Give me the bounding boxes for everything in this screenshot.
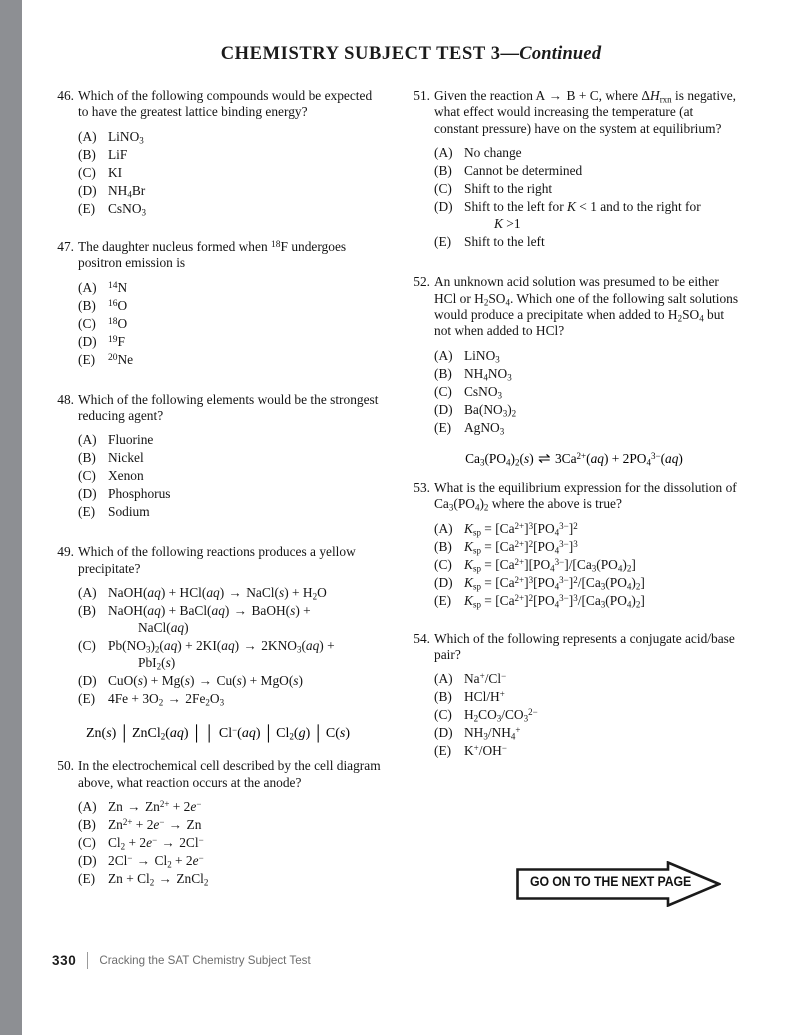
- choice-equation: $Pb(NO_3)_2(aq) + 2KI(aq) \to 2KNO_3(aq)$ +: [108, 638, 335, 655]
- choice-51-d[interactable]: [434, 198, 740, 232]
- choice-text-continued: K >1: [494, 216, 521, 232]
- question-53-stem: [408, 480, 740, 513]
- choice-47-d[interactable]: [78, 333, 384, 350]
- choice-letter: (E): [78, 691, 96, 707]
- question-54: [408, 631, 740, 760]
- choice-symbol: Ne: [117, 351, 134, 367]
- question-49-choices: [52, 584, 384, 707]
- right-column: [408, 88, 740, 772]
- choice-48-c[interactable]: [78, 467, 384, 484]
- choice-text: CsNO$_3$: [108, 200, 146, 218]
- choice-letter: (B): [78, 817, 96, 833]
- choice-letter: (A): [434, 145, 453, 161]
- next-page-label: GO ON TO THE NEXT PAGE: [530, 874, 692, 889]
- choice-letter: (D): [434, 574, 453, 590]
- question-50-number: 50.: [57, 758, 74, 774]
- choice-letter: (D): [78, 486, 97, 502]
- page-title: [22, 44, 800, 65]
- choice-symbol: F: [117, 333, 125, 349]
- choice-text: Cannot be determined: [464, 163, 583, 179]
- question-51-text-part2: is negative, what effect would increasing the temperature (at constant pressure) have on the system at equilibrium?: [434, 88, 737, 136]
- choice-52-c[interactable]: [434, 383, 740, 400]
- choice-letter: (C): [78, 315, 96, 331]
- question-48-choices: [52, 431, 384, 520]
- choice-letter: (A): [434, 671, 453, 687]
- choice-letter: (B): [78, 146, 96, 162]
- question-52-number: 52.: [413, 274, 430, 290]
- choice-53-e[interactable]: [434, 592, 740, 609]
- choice-letter: (E): [434, 592, 452, 608]
- question-49-stem: [52, 544, 384, 577]
- choice-49-d[interactable]: [78, 672, 384, 689]
- choice-text: No change: [464, 145, 522, 161]
- question-54-stem: [408, 631, 740, 664]
- left-column: [52, 88, 384, 900]
- isotope-mass: 18: [271, 239, 281, 250]
- choice-letter: (A): [78, 279, 97, 295]
- choice-letter: (D): [78, 333, 97, 349]
- question-51-text-part1: Given the reaction A → B + C, where ΔH: [434, 88, 660, 103]
- question-46-stem: [52, 88, 384, 121]
- choice-text: Xenon: [108, 468, 144, 484]
- choice-letter: (C): [434, 383, 452, 399]
- question-51-number: 51.: [413, 88, 430, 103]
- question-54-choices: [408, 670, 740, 759]
- choice-letter: (B): [78, 297, 96, 313]
- question-52: [408, 274, 740, 436]
- choice-51-c[interactable]: [434, 180, 740, 197]
- page-footer: [52, 952, 311, 969]
- question-48-text: Which of the following elements would be the strongest reducing agent?: [78, 391, 379, 424]
- choice-text: Na+/Cl−: [464, 671, 507, 687]
- choice-text: CsNO$_3$: [464, 383, 502, 401]
- choice-text: $NH_4NO_3$: [464, 365, 512, 383]
- choice-equation: NaOH(aq) + BaCl(aq) → BaOH(s) +: [108, 603, 311, 619]
- choice-symbol: O: [117, 315, 128, 331]
- choice-equation-continued: PbI$_2$(s): [138, 655, 176, 672]
- choice-letter: (C): [434, 556, 452, 572]
- page-title-continued: Continued: [519, 44, 602, 64]
- choice-letter: (B): [78, 450, 96, 466]
- equilibrium-equation: $Ca_3(PO_4)_2(s)$ ⇌ $3Ca^{2+}(aq) + 2PO_4^{3-}(aq)$: [465, 450, 683, 468]
- cell-diagram-notation: Zn(s) │ ZnCl$_2$(aq) ││ Cl−(aq) │ $Cl_2(g)$ │ C(s): [85, 725, 350, 742]
- question-47-text-after: undergoes positron emission is: [78, 238, 347, 271]
- choice-text: Phosphorus: [108, 486, 171, 502]
- choice-text: LiF: [108, 146, 128, 162]
- question-46: [52, 88, 384, 217]
- choice-48-a[interactable]: [78, 431, 384, 448]
- choice-equation: $Zn^{2+} + 2e^- \to Zn$: [108, 817, 202, 833]
- choice-48-b[interactable]: [78, 449, 384, 466]
- question-50-choices: [52, 798, 384, 887]
- footer-page-number: 330: [52, 953, 77, 968]
- page-title-dash: —: [500, 44, 520, 64]
- choice-49-a[interactable]: [78, 584, 384, 601]
- question-51-stem: [408, 88, 740, 137]
- choice-equation: $2Cl^- \to Cl_2 + 2e^-$: [108, 853, 204, 870]
- choice-letter: (E): [434, 234, 452, 250]
- choice-expression: $K_{sp} = [Ca^{2+}]^2[PO_4^{3-}]^3$: [464, 538, 578, 556]
- question-50: [52, 758, 384, 887]
- choice-mass: 16: [108, 298, 118, 309]
- question-46-choices: [52, 128, 384, 217]
- choice-text: Shift to the left for K < 1 and to the right for: [464, 199, 701, 215]
- choice-text: Shift to the right: [464, 181, 553, 197]
- choice-mass: 19: [108, 334, 118, 345]
- choice-mass: 14: [108, 280, 118, 291]
- choice-letter: (B): [434, 163, 452, 179]
- choice-50-a[interactable]: [78, 798, 384, 815]
- choice-equation: CuO(s) + Mg(s) → Cu(s) + MgO(s): [108, 673, 303, 689]
- choice-mass: 18: [108, 316, 118, 327]
- choice-expression: $K_{sp} = [Ca^{2+}]^2[PO_4^{3-}]^3/[Ca_3(PO_4)_2]$: [464, 592, 645, 610]
- choice-letter: (C): [78, 468, 96, 484]
- choice-letter: (B): [434, 689, 452, 705]
- choice-letter: (B): [434, 365, 452, 381]
- footer-divider: [87, 952, 88, 969]
- choice-mass: 20: [108, 352, 118, 363]
- question-53-choices: [408, 520, 740, 609]
- choice-letter: (D): [78, 853, 97, 869]
- choice-53-b[interactable]: [434, 538, 740, 555]
- isotope-symbol: F: [280, 238, 288, 254]
- choice-text: Sodium: [108, 504, 150, 520]
- choice-47-c[interactable]: [78, 315, 384, 332]
- choice-letter: (E): [78, 504, 96, 520]
- choice-50-e[interactable]: [78, 870, 384, 887]
- question-46-number: 46.: [57, 88, 74, 103]
- question-52-stem: [408, 274, 740, 340]
- choice-text: KI: [108, 164, 123, 180]
- choice-46-b[interactable]: [78, 146, 384, 163]
- choice-expression: $K_{sp} = [Ca^{2+}]^3[PO_4^{3-}]^2$: [464, 520, 578, 538]
- question-52-choices: [408, 347, 740, 436]
- question-51-choices: [408, 144, 740, 250]
- choice-letter: (E): [78, 200, 96, 216]
- choice-letter: (A): [78, 585, 97, 601]
- choice-text: LiNO$_3$: [464, 347, 500, 365]
- question-53-text: What is the equilibrium expression for the dissolution of $Ca_3(PO_4)_2$ where the above is true?: [434, 479, 737, 513]
- choice-text: $NH_4Br$: [108, 182, 146, 200]
- question-48: [52, 392, 384, 521]
- choice-48-e[interactable]: [78, 503, 384, 520]
- choice-expression: $K_{sp} = [Ca^{2+}]^3[PO_4^{3-}]^2/[Ca_3(PO_4)_2]$: [464, 574, 645, 592]
- choice-equation: $Zn + Cl_2$ → ZnCl$_2$: [108, 871, 209, 888]
- choice-letter: (C): [78, 164, 96, 180]
- delta-h-subscript: rxn: [659, 94, 672, 105]
- choice-letter: (D): [434, 725, 453, 741]
- choice-50-d[interactable]: [78, 852, 384, 869]
- question-48-number: 48.: [57, 391, 74, 407]
- choice-letter: (D): [78, 673, 97, 689]
- choice-54-b[interactable]: [434, 688, 740, 705]
- choice-50-c[interactable]: [78, 834, 384, 851]
- choice-letter: (E): [78, 351, 96, 367]
- choice-54-a[interactable]: [434, 670, 740, 687]
- choice-letter: (C): [78, 638, 96, 654]
- question-47-number: 47.: [57, 238, 74, 254]
- choice-equation: $4Fe + 3O_2 \to 2Fe_2O_3$: [108, 691, 225, 708]
- choice-expression: $K_{sp} = [Ca^{2+}][PO_4^{3-}]/[Ca_3(PO_4)_2]$: [464, 556, 636, 574]
- choice-text: K+/OH−: [464, 743, 507, 759]
- choice-46-e[interactable]: [78, 200, 384, 217]
- page-sheet: [22, 0, 800, 1035]
- choice-52-b[interactable]: [434, 365, 740, 382]
- question-51: [408, 88, 740, 250]
- choice-52-e[interactable]: [434, 419, 740, 436]
- question-54-text: Which of the following represents a conjugate acid/base pair?: [434, 630, 735, 663]
- choice-letter: (D): [434, 401, 453, 417]
- choice-text: $NH_3/NH_4^+$: [464, 725, 521, 742]
- choice-text: $H_2CO_3/CO_3^{2-}$: [464, 707, 538, 724]
- choice-equation: $Cl_2 + 2e^- \to 2Cl^-$: [108, 835, 204, 852]
- page-title-main: CHEMISTRY SUBJECT TEST 3: [220, 44, 501, 64]
- choice-letter: (A): [434, 347, 453, 363]
- choice-letter: (A): [78, 799, 97, 815]
- choice-letter: (A): [78, 128, 97, 144]
- choice-51-a[interactable]: [434, 144, 740, 161]
- choice-letter: (C): [434, 181, 452, 197]
- question-50-text: In the electrochemical cell described by the cell diagram above, what reaction occurs at the anode?: [78, 758, 381, 790]
- choice-equation-continued: NaCl(aq): [138, 620, 189, 636]
- choice-letter: (E): [434, 419, 452, 435]
- choice-text: $Ba(NO_3)_2$: [464, 401, 517, 419]
- choice-51-e[interactable]: [434, 233, 740, 250]
- choice-letter: (B): [434, 538, 452, 554]
- question-47-stem: [52, 239, 384, 272]
- choice-letter: (C): [434, 707, 452, 723]
- choice-equation: NaOH(aq) + HCl(aq) → NaCl(s) + $H_2O$: [108, 585, 327, 602]
- choice-47-a[interactable]: [78, 279, 384, 296]
- choice-equation: $Zn \to Zn^{2+} + 2e^-$: [108, 799, 202, 815]
- question-54-number: 54.: [413, 630, 430, 646]
- choice-54-e[interactable]: [434, 742, 740, 759]
- choice-49-b[interactable]: [78, 602, 384, 636]
- choice-letter: (D): [78, 182, 97, 198]
- question-52-text: An unknown acid solution was presumed to be either HCl or $H_2SO_4$. Which one of the following salt solutions would produce a precipitate when added to $H_2SO_4$ but not when added to HCl?: [434, 274, 739, 339]
- choice-46-c[interactable]: [78, 164, 384, 181]
- question-47-choices: [52, 279, 384, 368]
- question-53-number: 53.: [413, 479, 430, 495]
- question-47-text-before: The daughter nucleus formed when: [78, 238, 268, 254]
- choice-letter: (E): [78, 871, 96, 887]
- choice-46-d[interactable]: [78, 182, 384, 199]
- choice-text: Shift to the left: [464, 234, 545, 250]
- choice-symbol: O: [117, 297, 128, 313]
- choice-53-d[interactable]: [434, 574, 740, 591]
- choice-52-a[interactable]: [434, 347, 740, 364]
- choice-46-a[interactable]: [78, 128, 384, 145]
- choice-49-c[interactable]: [78, 637, 384, 671]
- choice-symbol: N: [117, 279, 128, 295]
- question-48-stem: [52, 392, 384, 425]
- choice-47-b[interactable]: [78, 297, 384, 314]
- question-53: [408, 480, 740, 609]
- choice-53-a[interactable]: [434, 520, 740, 537]
- choice-48-d[interactable]: [78, 485, 384, 502]
- choice-54-d[interactable]: [434, 724, 740, 741]
- choice-51-b[interactable]: [434, 162, 740, 179]
- question-50-stem: [52, 758, 384, 791]
- question-49: [52, 544, 384, 707]
- question-47: [52, 239, 384, 368]
- choice-letter: (A): [78, 432, 97, 448]
- question-49-text: Which of the following reactions produces a yellow precipitate?: [78, 544, 356, 576]
- choice-letter: (E): [434, 743, 452, 759]
- question-46-text: Which of the following compounds would be expected to have the greatest lattice binding energy?: [78, 88, 373, 120]
- choice-text: LiNO$_3$: [108, 128, 144, 146]
- choice-letter: (B): [78, 603, 96, 619]
- go-on-next-page-banner: [516, 861, 721, 907]
- choice-text: HCl/H+: [464, 689, 505, 705]
- choice-49-e[interactable]: [78, 690, 384, 707]
- choice-text: Fluorine: [108, 432, 154, 448]
- footer-book-title: Cracking the SAT Chemistry Subject Test: [99, 954, 311, 967]
- choice-52-d[interactable]: [434, 401, 740, 418]
- choice-text: Nickel: [108, 450, 144, 466]
- choice-letter: (D): [434, 199, 453, 215]
- choice-50-b[interactable]: [78, 816, 384, 833]
- choice-letter: (C): [78, 835, 96, 851]
- choice-text: AgNO$_3$: [464, 419, 505, 437]
- question-49-number: 49.: [57, 544, 74, 560]
- choice-54-c[interactable]: [434, 706, 740, 723]
- choice-53-c[interactable]: [434, 556, 740, 573]
- choice-letter: (A): [434, 520, 453, 536]
- choice-47-e[interactable]: [78, 351, 384, 368]
